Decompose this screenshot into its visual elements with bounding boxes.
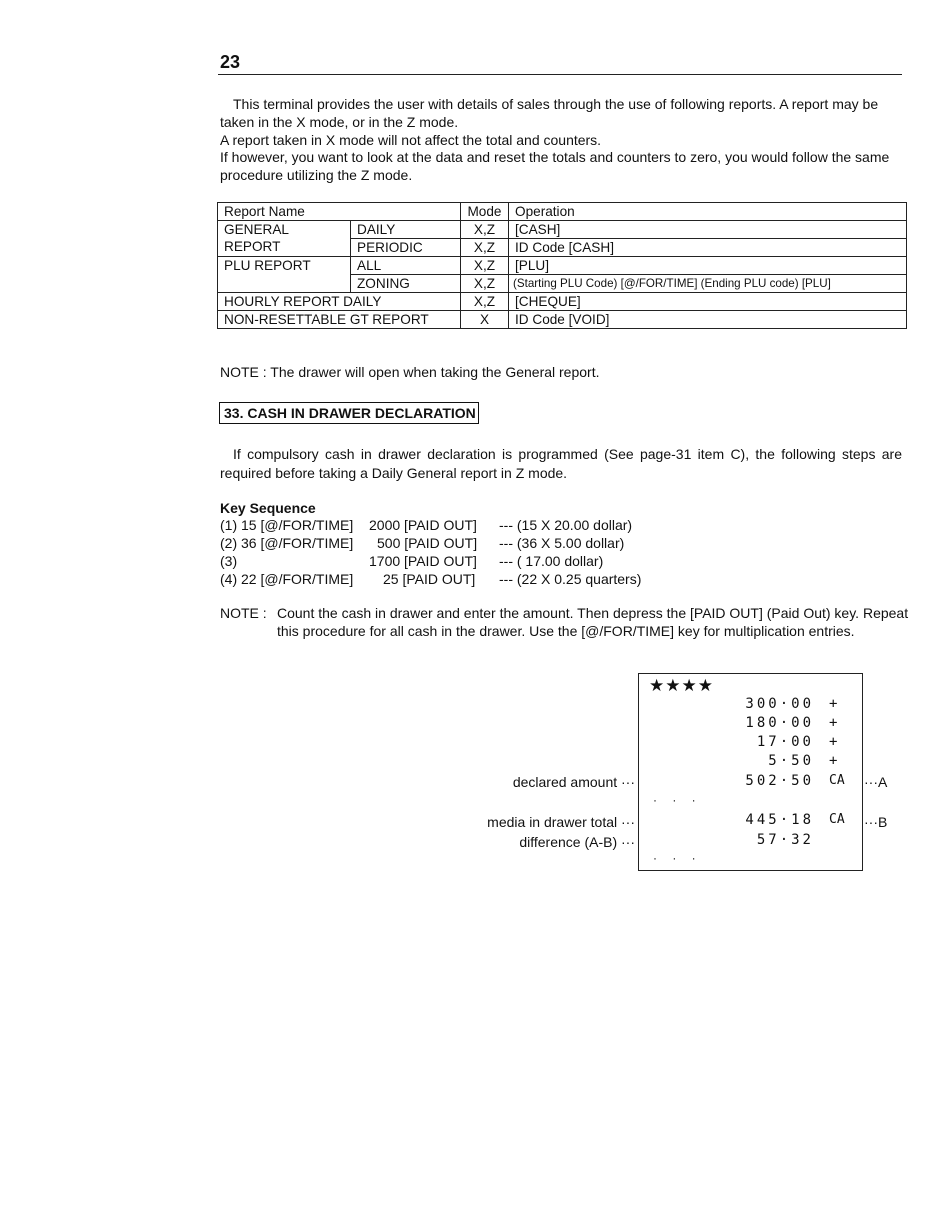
- intro-text: [220, 96, 910, 185]
- note-body: Count the cash in drawer and enter the amount. Then depress the [PAID OUT] (Paid Out) key. Repeat this procedure for all cash in the drawer. Use the [@/FOR/TIME] key for multiplication entries.: [277, 605, 909, 639]
- receipt-line: [639, 715, 862, 735]
- key-amount: 1700 [PAID OUT]: [369, 553, 477, 569]
- receipt-value: 502·50: [745, 773, 814, 789]
- table-header-row: [218, 203, 907, 221]
- table-row: [218, 239, 907, 257]
- report-mode: X,Z: [461, 275, 509, 293]
- report-operation: [CASH]: [509, 221, 907, 239]
- report-sub: DAILY: [351, 221, 461, 239]
- receipt-line: [639, 773, 862, 793]
- report-operation: (Starting PLU Code) [@/FOR/TIME] (Ending PLU code) [PLU]: [509, 275, 907, 293]
- report-table: [217, 202, 907, 329]
- receipt-value: 57·32: [756, 832, 814, 848]
- header-operation: Operation: [509, 203, 907, 221]
- intro-paragraph-3: If however, you want to look at the data and reset the totals and counters to zero, you would follow the same procedure utilizing the Z mode.: [220, 149, 890, 184]
- receipt-line: [639, 696, 862, 716]
- report-operation: ID Code [VOID]: [509, 311, 907, 329]
- label-declared-amount: declared amount ···: [512, 774, 635, 790]
- receipt-symbol: CA: [829, 812, 845, 827]
- report-mode: X,Z: [461, 257, 509, 275]
- key-amount: 500 [PAID OUT]: [377, 535, 478, 551]
- report-sub: PERIODIC: [351, 239, 461, 257]
- key-result: --- ( 17.00 dollar): [499, 553, 604, 569]
- report-sub: ZONING: [351, 275, 461, 293]
- receipt-symbol: CA: [829, 773, 845, 788]
- page-number: 23: [220, 52, 241, 72]
- header-rule: [218, 74, 902, 75]
- receipt-value: 445·18: [745, 812, 814, 828]
- key-amount: 25 [PAID OUT]: [383, 571, 476, 587]
- receipt-symbol: +: [829, 696, 838, 712]
- receipt-dots: · · ·: [653, 793, 702, 807]
- receipt-value: 5·50: [768, 753, 814, 769]
- table-row: [218, 221, 907, 239]
- label-media-total: media in drawer total ···: [487, 814, 635, 830]
- key-step: (1) 15 [@/FOR/TIME]: [220, 517, 354, 533]
- key-step: (4) 22 [@/FOR/TIME]: [220, 571, 354, 587]
- receipt-printout: [638, 673, 863, 871]
- key-step: (3): [220, 553, 238, 569]
- report-operation: ID Code [CASH]: [509, 239, 907, 257]
- receipt-stars: ★★★★: [649, 676, 714, 695]
- report-mode: X,Z: [461, 293, 509, 311]
- receipt-value: 300·00: [745, 696, 814, 712]
- report-mode: X,Z: [461, 221, 509, 239]
- report-sub: ALL: [351, 257, 461, 275]
- key-amount: 2000 [PAID OUT]: [369, 517, 477, 533]
- report-name: HOURLY REPORT DAILY: [218, 293, 461, 311]
- table-row: [218, 275, 907, 293]
- report-operation: [CHEQUE]: [509, 293, 907, 311]
- table-row: [218, 257, 907, 275]
- marker-b: ···B: [864, 814, 888, 830]
- receipt-value: 180·00: [745, 715, 814, 731]
- section-heading: 33. CASH IN DRAWER DECLARATION: [219, 402, 479, 424]
- note-cash-count: [220, 604, 910, 640]
- header-report-name: Report Name: [218, 203, 461, 221]
- receipt-symbol: +: [829, 715, 838, 731]
- key-result: --- (36 X 5.00 dollar): [499, 535, 625, 551]
- note-general-report: NOTE : The drawer will open when taking the General report.: [220, 364, 600, 380]
- note-label: NOTE :: [220, 605, 267, 621]
- receipt-line: [639, 734, 862, 754]
- receipt-line: [639, 832, 862, 852]
- report-name: REPORT: [218, 239, 351, 257]
- label-difference: difference (A-B) ···: [519, 834, 635, 850]
- report-mode: X: [461, 311, 509, 329]
- report-name: NON-RESETTABLE GT REPORT: [218, 311, 461, 329]
- report-name: PLU REPORT: [218, 257, 351, 275]
- receipt-symbol: +: [829, 753, 838, 769]
- table-row: [218, 311, 907, 329]
- report-mode: X,Z: [461, 239, 509, 257]
- key-sequence-title: Key Sequence: [220, 500, 316, 516]
- report-operation: [PLU]: [509, 257, 907, 275]
- receipt-line: [639, 753, 862, 773]
- receipt-value: 17·00: [756, 734, 814, 750]
- receipt-dots: · · ·: [653, 851, 702, 865]
- report-name: GENERAL: [218, 221, 351, 239]
- key-result: --- (22 X 0.25 quarters): [499, 571, 642, 587]
- report-name: [218, 275, 351, 293]
- key-result: --- (15 X 20.00 dollar): [499, 517, 633, 533]
- marker-a: ···A: [864, 774, 888, 790]
- receipt-symbol: +: [829, 734, 838, 750]
- header-mode: Mode: [461, 203, 509, 221]
- intro-paragraph-1: This terminal provides the user with details of sales through the use of following reports. A report may be taken in the X mode, or in the Z mode.: [220, 96, 879, 130]
- section-paragraph: If compulsory cash in drawer declaration is programmed (See page-31 item C), the following steps are required before taking a Daily General report in Z mode.: [220, 446, 902, 481]
- receipt-line: [639, 812, 862, 832]
- table-row: [218, 293, 907, 311]
- key-step: (2) 36 [@/FOR/TIME]: [220, 535, 354, 551]
- intro-paragraph-2: A report taken in X mode will not affect the total and counters.: [220, 131, 602, 148]
